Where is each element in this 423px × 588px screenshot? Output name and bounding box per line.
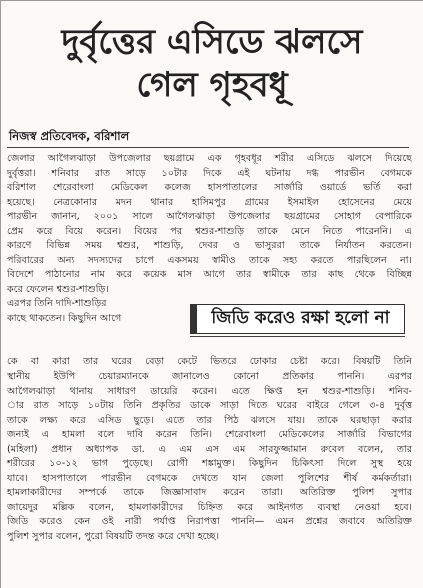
body-line: হয়েছে। নেত্রকোনার মদন থানার হাসিমপুর গ্রামের ইসমাইল হোসেনের মেয়ে: [7, 196, 412, 208]
body-line: বিদেশে পাঠানোর নাম করে কয়েক মাস আগে তার স্বামীকে তার কাছ থেকে বিচ্ছিন্ন: [7, 269, 412, 281]
body-line: দুর্বৃত্তরা। শনিবার রাত সাড়ে ১০টার দিকে এই ঘটনায় দগ্ধ পারভীন বেগমকে: [7, 167, 412, 179]
paragraph-top: [7, 152, 412, 297]
body-line: তাকে লক্ষ্য করে এসিড ছুড়ে। এতে তার পিঠ ঝলসে যায়। তাকে ঘরছাড়া করার: [7, 414, 412, 426]
body-line: জিডি করেও কেন ওই নারী পর্যাপ্ত নিরাপত্তা পাননি— এমন প্রশ্নের জবাবে অতিরিক্ত: [7, 516, 412, 528]
body-line: ার রাত সাড়ে ১০টায় তিনি প্রকৃতির ডাকে সাড়া দিতে ঘরের বাইরে গেলে ৩-৪ দুর্বৃত্ত: [7, 400, 412, 412]
byline-divider: [7, 147, 409, 148]
byline: নিজস্ব প্রতিবেদক, বরিশাল: [9, 129, 130, 143]
body-line: (মহিলা) প্রধান অধ্যাপক ডা. এ এম এস এম সারফুজ্জামান রুবেল বলেন, তার: [7, 443, 412, 455]
body-line: করে ফেলেন শ্বশুর-শাশুড়ি।: [7, 283, 109, 295]
body-line: পরিবারের অন্য সদস্যদের চাপে একসময় স্বামীও তাকে সহ্য করতে পারছিলেন না।: [7, 254, 412, 266]
paragraph-bottom: [7, 355, 412, 544]
body-line: এরপর তিনি দাদি-শাশুড়ির: [7, 298, 107, 310]
body-line: পুলিশ সুপার বলেন, পুরো বিষয়টি তদন্ত করে দেখা হচ্ছে।: [7, 531, 220, 543]
body-line: হামলাকারীদের সম্পর্কে তাকে জিজ্ঞাসাবাদ করেন তারা। অতিরিক্ত পুলিশ সুপার: [7, 487, 412, 499]
body-line: শরীরের ১০-১২ ভাগ পুড়েছে। রোগী শঙ্কামুক্ত। কিছুদিন চিকিৎসা দিলে সুস্থ হয়ে: [7, 458, 412, 470]
subheadline-box: জিডি করেও রক্ষা হলো না: [190, 304, 405, 334]
body-line: যাবে। হাসপাতালে পারভীন বেগমকে দেখতে যান জেলা পুলিশের শীর্ষ কর্মকর্তারা।: [7, 472, 412, 484]
subheadline-underline: [190, 336, 405, 337]
body-line: বরিশাল শেরেবাংলা মেডিকেল কলেজ হাসপাতালের সার্জারি ওয়ার্ডে ভর্তি করা: [7, 182, 412, 194]
body-line: পারভীন জানান, ২০০১ সালে আগৈলঝাড়া উপজেলার ছয়গ্রামের সোহাগ বেপারিকে: [7, 211, 412, 223]
article-body: [7, 152, 412, 545]
headline-line-1: দুর্বৃত্তের এসিডে ঝলসে: [61, 22, 363, 62]
pull-quote-row: [7, 297, 412, 355]
body-line: আগৈলঝাড়া থানায় সাধারণ ডায়েরি করেন। এতে ক্ষিপ্ত হন শ্বশুর-শাশুড়ি। শনিব-: [7, 385, 412, 397]
body-line: প্রেম করে বিয়ে করেন। বিয়ের পর শ্বশুর-শাশুড়ি তাকে মেনে নিতে পারেননি। এ: [7, 225, 412, 237]
headline: [1, 1, 423, 105]
body-line: জায়েদুর মল্লিক বলেন, হামলাকারীদের চিহ্নিত করে আইনগত ব্যবস্থা নেওয়া হবে।: [7, 501, 412, 513]
body-line: জন্যই এ হামলা বলে দাবি করেন তিনি। শেরেবাংলা মেডিকেলের সার্জারি বিভাগের: [7, 429, 412, 441]
headline-line-2: গেল গৃহবধূ: [136, 64, 288, 105]
pull-left-text: [7, 297, 187, 326]
body-line: কাছে থাকতেন। কিছুদিন আগে: [7, 313, 122, 325]
body-line: জেলার আগৈলঝাড়া উপজেলার ছয়গ্রামে এক গৃহবধূর শরীর এসিডে ঝলসে দিয়েছে: [7, 153, 412, 164]
body-line: কারণে বিভিন্ন সময় শ্বশুর, শাশুড়ি, দেবর ও ভাসুররা তাকে নির্যাতন করতেন।: [7, 240, 412, 252]
body-line: কে বা কারা তার ঘরের বেড়া কেটে ভিতরে ঢোকার চেষ্টা করে। বিষয়টি তিনি: [7, 356, 412, 368]
body-line: স্থানীয় ইউপি চেয়ারম্যানকে জানালেও কোনো প্রতিকার পাননি। এরপর: [7, 371, 412, 383]
